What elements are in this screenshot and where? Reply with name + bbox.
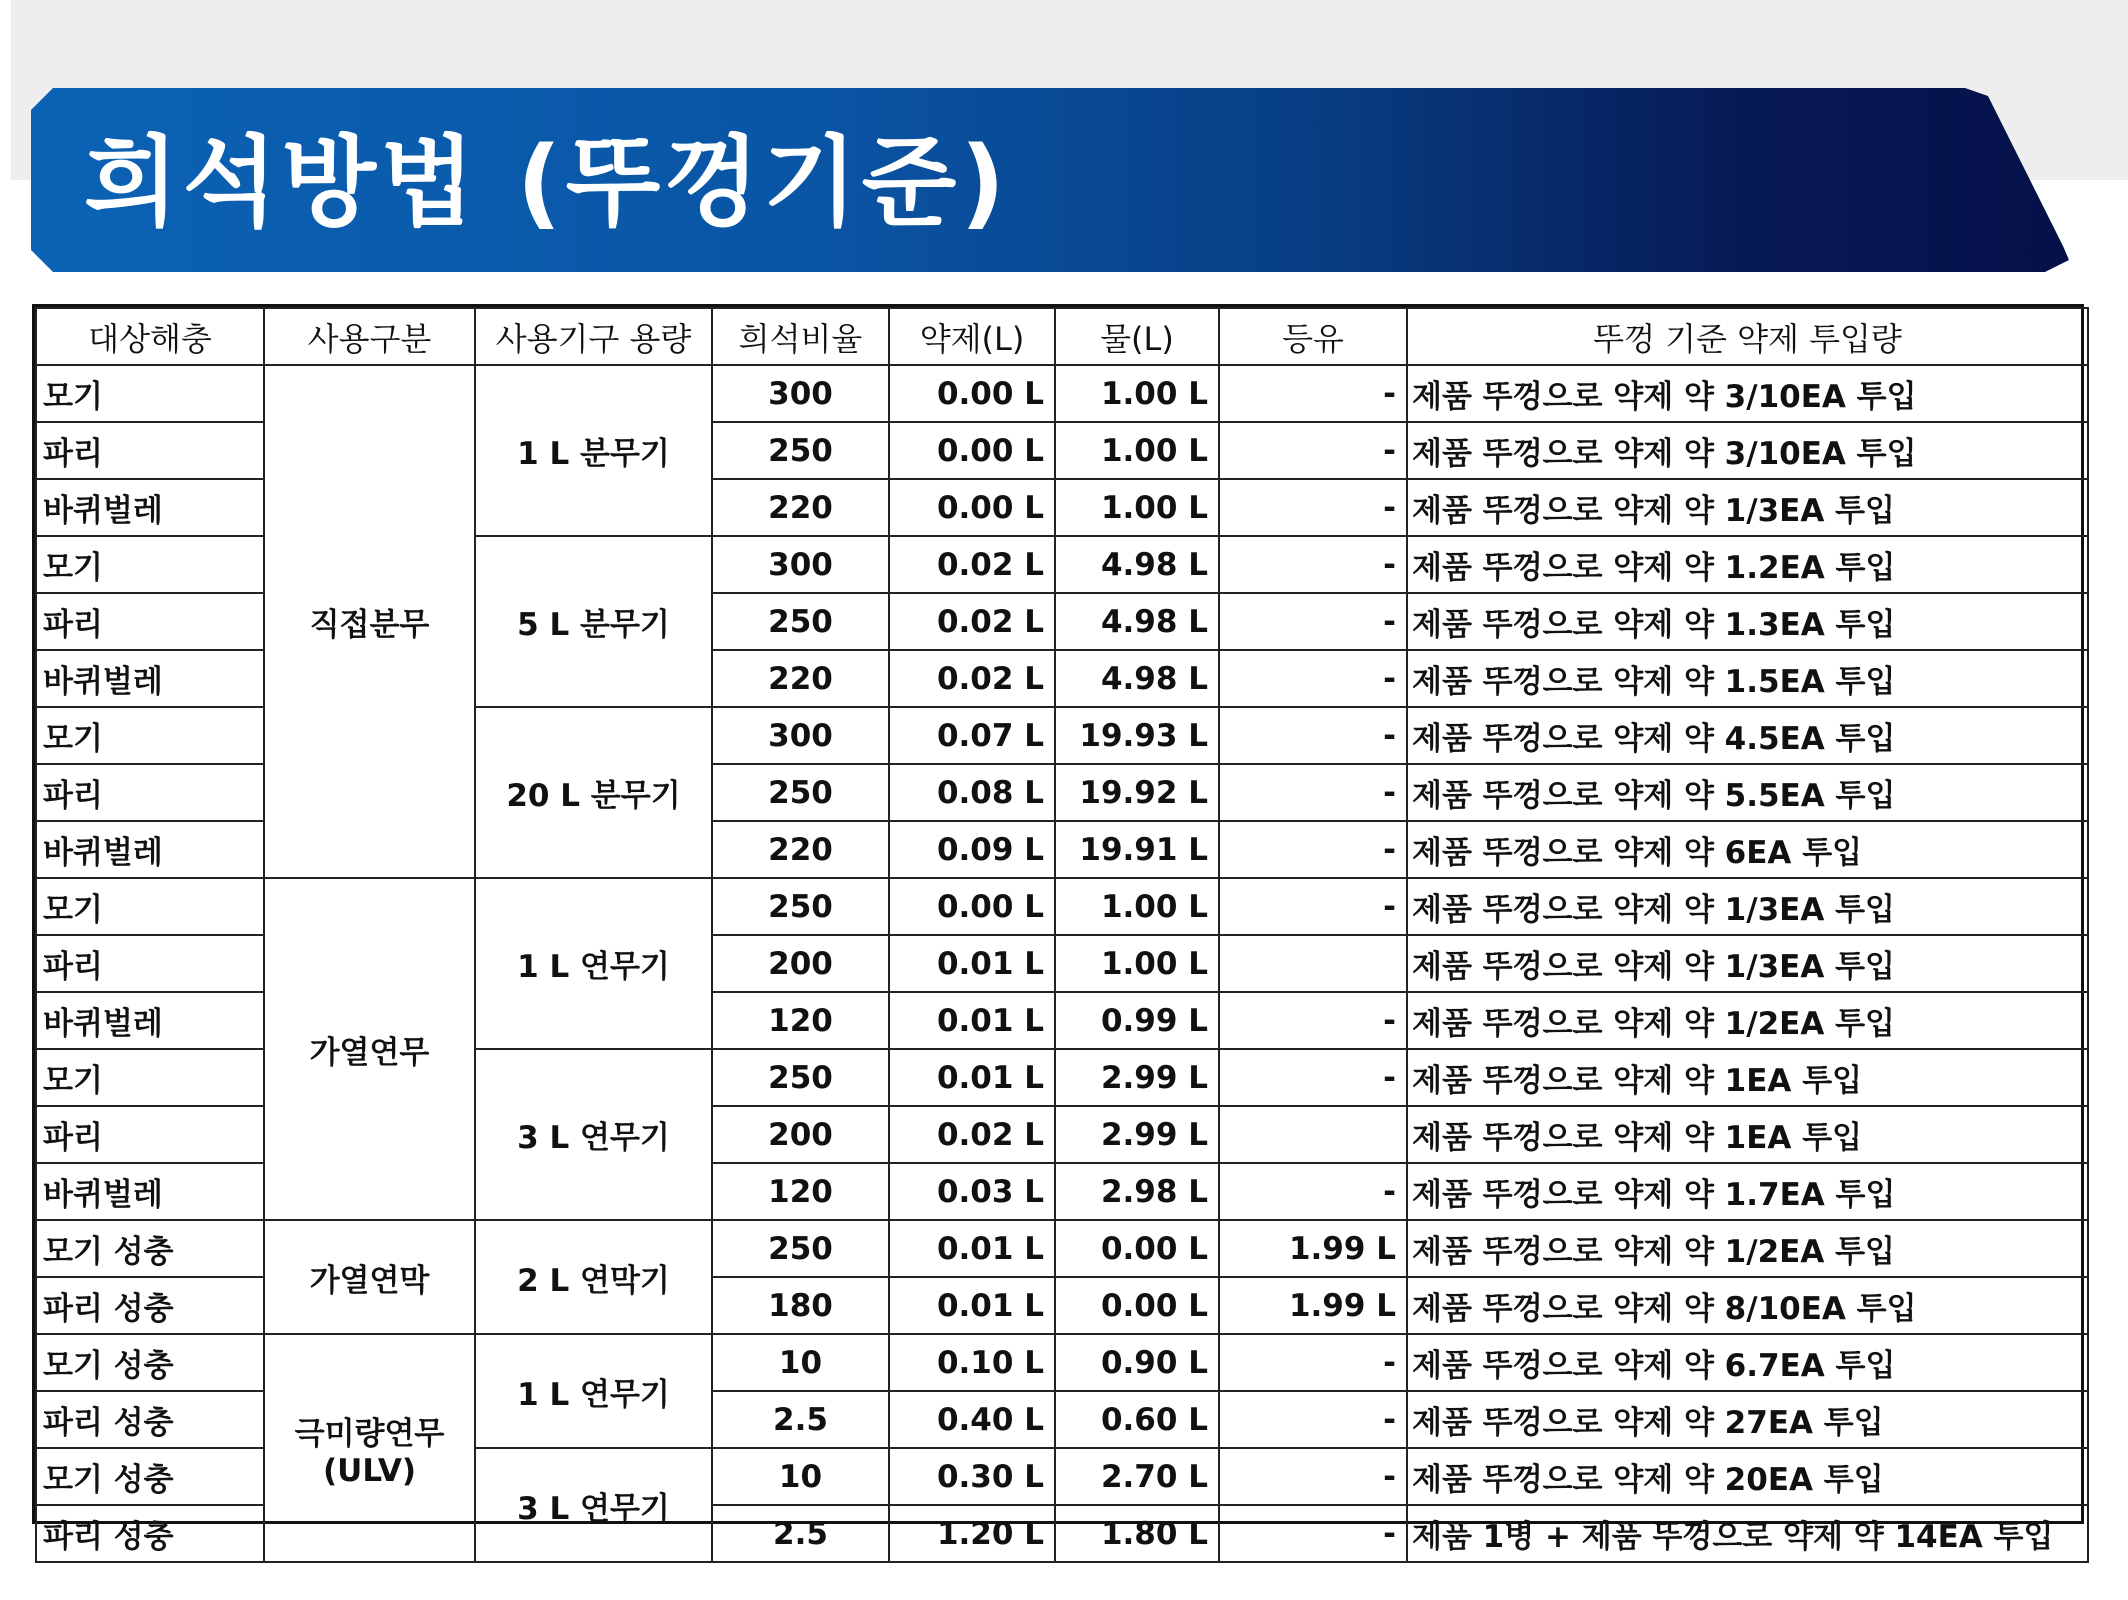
ratio-cell: 250 xyxy=(712,1220,889,1277)
kerosene-cell: 1.99 L xyxy=(1219,1277,1407,1334)
dose-cell: 제품 뚜껑으로 약제 약 1/3EA 투입 xyxy=(1407,935,2088,992)
dose-cell: 제품 뚜껑으로 약제 약 1.2EA 투입 xyxy=(1407,536,2088,593)
device-cell: 3 L 연무기 xyxy=(475,1049,712,1220)
pest-cell: 파리 xyxy=(36,1106,264,1163)
water-cell: 2.98 L xyxy=(1055,1163,1219,1220)
pest-cell: 모기 성충 xyxy=(36,1220,264,1277)
water-cell: 0.60 L xyxy=(1055,1391,1219,1448)
chemical-cell: 0.03 L xyxy=(889,1163,1055,1220)
kerosene-cell: - xyxy=(1219,536,1407,593)
dose-cell: 제품 뚜껑으로 약제 약 1.7EA 투입 xyxy=(1407,1163,2088,1220)
kerosene-cell: 1.99 L xyxy=(1219,1220,1407,1277)
ratio-cell: 300 xyxy=(712,536,889,593)
ratio-cell: 300 xyxy=(712,707,889,764)
dose-cell: 제품 뚜껑으로 약제 약 1/2EA 투입 xyxy=(1407,1220,2088,1277)
usage-cell: 직접분무 xyxy=(264,365,475,878)
device-cell: 1 L 연무기 xyxy=(475,1334,712,1448)
dose-cell: 제품 뚜껑으로 약제 약 1EA 투입 xyxy=(1407,1106,2088,1163)
kerosene-cell xyxy=(1219,1106,1407,1163)
chemical-cell: 0.08 L xyxy=(889,764,1055,821)
kerosene-cell: - xyxy=(1219,1163,1407,1220)
kerosene-cell: - xyxy=(1219,422,1407,479)
dose-cell: 제품 뚜껑으로 약제 약 1/3EA 투입 xyxy=(1407,878,2088,935)
device-cell: 2 L 연막기 xyxy=(475,1220,712,1334)
pest-cell: 파리 xyxy=(36,764,264,821)
device-cell: 1 L 연무기 xyxy=(475,878,712,1049)
ratio-cell: 10 xyxy=(712,1448,889,1505)
water-cell: 1.00 L xyxy=(1055,479,1219,536)
chemical-cell: 0.02 L xyxy=(889,593,1055,650)
kerosene-cell: - xyxy=(1219,479,1407,536)
dose-cell: 제품 뚜껑으로 약제 약 5.5EA 투입 xyxy=(1407,764,2088,821)
water-cell: 0.00 L xyxy=(1055,1220,1219,1277)
dilution-table xyxy=(32,304,2084,1555)
header-cell: 물(L) xyxy=(1055,308,1219,365)
ratio-cell: 250 xyxy=(712,593,889,650)
ratio-cell: 2.5 xyxy=(712,1505,889,1562)
usage-cell xyxy=(264,1334,475,1562)
ratio-cell: 200 xyxy=(712,1106,889,1163)
ratio-cell: 220 xyxy=(712,821,889,878)
pest-cell: 바퀴벌레 xyxy=(36,821,264,878)
pest-cell: 모기 xyxy=(36,707,264,764)
dose-cell: 제품 뚜껑으로 약제 약 1.5EA 투입 xyxy=(1407,650,2088,707)
kerosene-cell: - xyxy=(1219,764,1407,821)
device-cell: 3 L 연무기 xyxy=(475,1448,712,1562)
header-cell: 사용기구 용량 xyxy=(475,308,712,365)
kerosene-cell: - xyxy=(1219,1334,1407,1391)
kerosene-cell: - xyxy=(1219,707,1407,764)
table-row xyxy=(36,1220,2088,1277)
pest-cell: 바퀴벌레 xyxy=(36,479,264,536)
dose-cell: 제품 뚜껑으로 약제 약 1.3EA 투입 xyxy=(1407,593,2088,650)
dose-cell: 제품 1병 + 제품 뚜껑으로 약제 약 14EA 투입 xyxy=(1407,1505,2088,1562)
water-cell: 1.00 L xyxy=(1055,422,1219,479)
water-cell: 19.91 L xyxy=(1055,821,1219,878)
kerosene-cell: - xyxy=(1219,1448,1407,1505)
pest-cell: 모기 xyxy=(36,365,264,422)
chemical-cell: 0.01 L xyxy=(889,1049,1055,1106)
header-cell: 뚜껑 기준 약제 투입량 xyxy=(1407,308,2088,365)
dose-cell: 제품 뚜껑으로 약제 약 8/10EA 투입 xyxy=(1407,1277,2088,1334)
water-cell: 0.90 L xyxy=(1055,1334,1219,1391)
ratio-cell: 250 xyxy=(712,422,889,479)
table-header-row xyxy=(36,308,2088,365)
kerosene-cell: - xyxy=(1219,821,1407,878)
ratio-cell: 180 xyxy=(712,1277,889,1334)
kerosene-cell: - xyxy=(1219,1391,1407,1448)
ratio-cell: 220 xyxy=(712,479,889,536)
water-cell: 2.99 L xyxy=(1055,1049,1219,1106)
pest-cell: 모기 xyxy=(36,878,264,935)
ratio-cell: 120 xyxy=(712,992,889,1049)
chemical-cell: 0.00 L xyxy=(889,422,1055,479)
dose-cell: 제품 뚜껑으로 약제 약 20EA 투입 xyxy=(1407,1448,2088,1505)
header-cell: 사용구분 xyxy=(264,308,475,365)
usage-cell: 가열연막 xyxy=(264,1220,475,1334)
pest-cell: 파리 성충 xyxy=(36,1277,264,1334)
chemical-cell: 0.40 L xyxy=(889,1391,1055,1448)
pest-cell: 모기 성충 xyxy=(36,1334,264,1391)
water-cell: 1.00 L xyxy=(1055,365,1219,422)
dose-cell: 제품 뚜껑으로 약제 약 3/10EA 투입 xyxy=(1407,365,2088,422)
kerosene-cell: - xyxy=(1219,1049,1407,1106)
table-row xyxy=(36,365,2088,422)
ratio-cell: 2.5 xyxy=(712,1391,889,1448)
water-cell: 4.98 L xyxy=(1055,650,1219,707)
dose-cell: 제품 뚜껑으로 약제 약 1/3EA 투입 xyxy=(1407,479,2088,536)
chemical-cell: 1.20 L xyxy=(889,1505,1055,1562)
chemical-cell: 0.00 L xyxy=(889,365,1055,422)
water-cell: 4.98 L xyxy=(1055,593,1219,650)
pest-cell: 바퀴벌레 xyxy=(36,650,264,707)
chemical-cell: 0.02 L xyxy=(889,1106,1055,1163)
dose-cell: 제품 뚜껑으로 약제 약 6EA 투입 xyxy=(1407,821,2088,878)
chemical-cell: 0.02 L xyxy=(889,536,1055,593)
device-cell: 5 L 분무기 xyxy=(475,536,712,707)
chemical-cell: 0.02 L xyxy=(889,650,1055,707)
pest-cell: 파리 성충 xyxy=(36,1505,264,1562)
kerosene-cell: - xyxy=(1219,365,1407,422)
chemical-cell: 0.01 L xyxy=(889,1277,1055,1334)
device-cell: 20 L 분무기 xyxy=(475,707,712,878)
kerosene-cell: - xyxy=(1219,878,1407,935)
dose-cell: 제품 뚜껑으로 약제 약 1/2EA 투입 xyxy=(1407,992,2088,1049)
water-cell: 0.99 L xyxy=(1055,992,1219,1049)
chemical-cell: 0.01 L xyxy=(889,935,1055,992)
ratio-cell: 200 xyxy=(712,935,889,992)
chemical-cell: 0.30 L xyxy=(889,1448,1055,1505)
pest-cell: 모기 성충 xyxy=(36,1448,264,1505)
ratio-cell: 250 xyxy=(712,1049,889,1106)
chemical-cell: 0.00 L xyxy=(889,479,1055,536)
dose-cell: 제품 뚜껑으로 약제 약 1EA 투입 xyxy=(1407,1049,2088,1106)
kerosene-cell: - xyxy=(1219,1505,1407,1562)
table-row xyxy=(36,1334,2088,1391)
chemical-cell: 0.01 L xyxy=(889,992,1055,1049)
ratio-cell: 220 xyxy=(712,650,889,707)
header-cell: 대상해충 xyxy=(36,308,264,365)
water-cell: 1.00 L xyxy=(1055,935,1219,992)
pest-cell: 모기 xyxy=(36,536,264,593)
usage-cell-line2: (ULV) xyxy=(323,1452,416,1489)
ratio-cell: 120 xyxy=(712,1163,889,1220)
pest-cell: 파리 xyxy=(36,422,264,479)
kerosene-cell xyxy=(1219,935,1407,992)
water-cell: 1.00 L xyxy=(1055,878,1219,935)
pest-cell: 파리 성충 xyxy=(36,1391,264,1448)
water-cell: 1.80 L xyxy=(1055,1505,1219,1562)
ratio-cell: 250 xyxy=(712,764,889,821)
water-cell: 4.98 L xyxy=(1055,536,1219,593)
chemical-cell: 0.00 L xyxy=(889,878,1055,935)
page-title: 희석방법 (뚜껑기준) xyxy=(84,126,1010,240)
chemical-cell: 0.07 L xyxy=(889,707,1055,764)
kerosene-cell: - xyxy=(1219,593,1407,650)
water-cell: 19.93 L xyxy=(1055,707,1219,764)
ratio-cell: 10 xyxy=(712,1334,889,1391)
header-cell: 등유 xyxy=(1219,308,1407,365)
chemical-cell: 0.01 L xyxy=(889,1220,1055,1277)
water-cell: 19.92 L xyxy=(1055,764,1219,821)
kerosene-cell: - xyxy=(1219,992,1407,1049)
header-cell: 희석비율 xyxy=(712,308,889,365)
device-cell: 1 L 분무기 xyxy=(475,365,712,536)
pest-cell: 파리 xyxy=(36,935,264,992)
ratio-cell: 250 xyxy=(712,878,889,935)
water-cell: 2.99 L xyxy=(1055,1106,1219,1163)
pest-cell: 모기 xyxy=(36,1049,264,1106)
header-cell: 약제(L) xyxy=(889,308,1055,365)
dose-cell: 제품 뚜껑으로 약제 약 3/10EA 투입 xyxy=(1407,422,2088,479)
usage-cell-line1: 극미량연무 xyxy=(294,1415,445,1452)
usage-cell: 가열연무 xyxy=(264,878,475,1220)
dose-cell: 제품 뚜껑으로 약제 약 27EA 투입 xyxy=(1407,1391,2088,1448)
ratio-cell: 300 xyxy=(712,365,889,422)
kerosene-cell: - xyxy=(1219,650,1407,707)
dose-cell: 제품 뚜껑으로 약제 약 6.7EA 투입 xyxy=(1407,1334,2088,1391)
water-cell: 0.00 L xyxy=(1055,1277,1219,1334)
chemical-cell: 0.10 L xyxy=(889,1334,1055,1391)
pest-cell: 바퀴벌레 xyxy=(36,992,264,1049)
pest-cell: 파리 xyxy=(36,593,264,650)
water-cell: 2.70 L xyxy=(1055,1448,1219,1505)
pest-cell: 바퀴벌레 xyxy=(36,1163,264,1220)
chemical-cell: 0.09 L xyxy=(889,821,1055,878)
table-row xyxy=(36,878,2088,935)
dose-cell: 제품 뚜껑으로 약제 약 4.5EA 투입 xyxy=(1407,707,2088,764)
